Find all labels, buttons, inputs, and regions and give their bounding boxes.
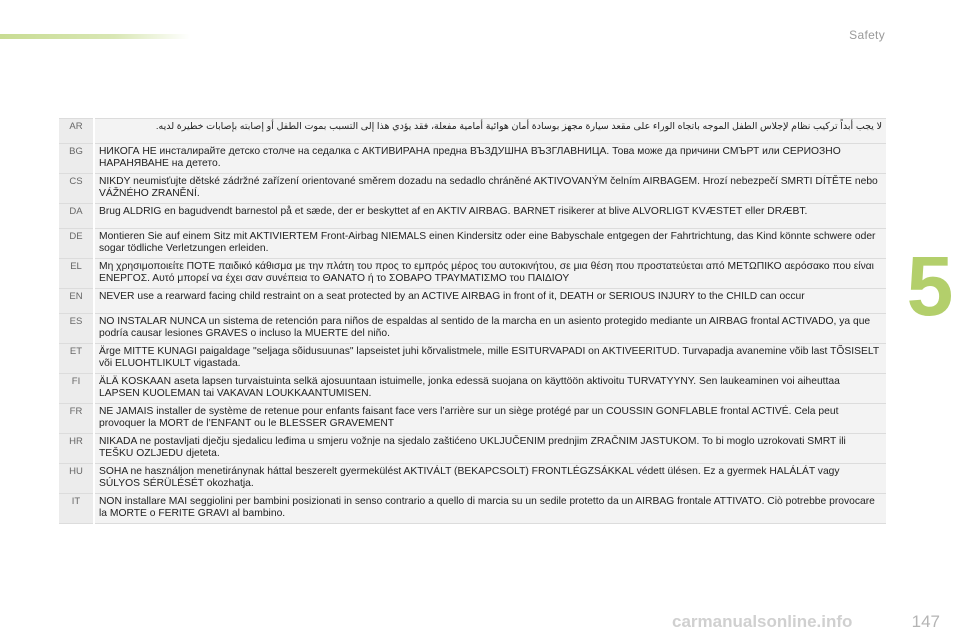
warning-row [59, 494, 886, 524]
warning-row [59, 464, 886, 494]
chapter-number: 5 [906, 239, 954, 333]
warning-row [59, 344, 886, 374]
page-number: 147 [911, 612, 940, 631]
language-code: ES [59, 314, 94, 344]
language-code: BG [59, 144, 94, 174]
warning-row [59, 314, 886, 344]
warning-row [59, 434, 886, 464]
warning-text: ÄLÄ KOSKAAN aseta lapsen turvaistuinta selkä ajosuuntaan istuimelle, jonka edessä suojana on käyttöön aktivoitu TURVATYYNY. Sen laukeaminen voi aiheuttaa LAPSEN KUOLEMAN tai VAKAVAN LOUKKAANTUMISEN. [94, 374, 886, 404]
warning-row [59, 204, 886, 229]
warning-text: لا يجب أبداً تركيب نظام لإجلاس الطفل الموجه باتجاه الوراء على مقعد سيارة مجهز بوسادة أمان هوائية أمامية مفعلة، فقد يؤدي هذا إلى التسبب بموت الطفل أو إصابته بإصابات خطيرة لديه. [94, 119, 886, 144]
header-accent-bar [0, 34, 190, 39]
warning-row [59, 229, 886, 259]
warning-text: NIKADA ne postavljati dječju sjedalicu leđima u smjeru vožnje na sjedalo zaštićeno UKLJUČENIM prednjim ZRAČNIM JASTUKOM. To bi moglo uzrokovati SMRT ili TEŠKU OZLJEDU djeteta. [94, 434, 886, 464]
warning-text: SOHA ne használjon menetiránynak háttal beszerelt gyermekülést AKTIVÁLT (BEKAPCSOLT) FRONTLÉGZSÁKKAL védett ülésen. Ez a gyermek HALÁLÁT vagy SÚLYOS SÉRÜLÉSÉT okozhatja. [94, 464, 886, 494]
language-code: DA [59, 204, 94, 229]
warning-text: NON installare MAI seggiolini per bambini posizionati in senso contrario a quello di marcia su un sedile protetto da un AIRBAG frontale ATTIVATO. Ciò potrebbe provocare la MORTE o FERITE GRAVI al bambino. [94, 494, 886, 524]
language-code: DE [59, 229, 94, 259]
warning-text: NEVER use a rearward facing child restraint on a seat protected by an ACTIVE AIRBAG in front of it, DEATH or SERIOUS INJURY to the CHILD can occur [94, 289, 886, 314]
warning-text: Brug ALDRIG en bagudvendt barnestol på et sæde, der er beskyttet af en AKTIV AIRBAG. BARNET risikerer at blive ALVORLIGT KVÆSTET eller DRÆBT. [94, 204, 886, 229]
language-code: EN [59, 289, 94, 314]
language-code: FR [59, 404, 94, 434]
language-code: FI [59, 374, 94, 404]
language-code: AR [59, 119, 94, 144]
language-code: HR [59, 434, 94, 464]
watermark: carmanualsonline.info [672, 612, 853, 631]
airbag-warning-table [59, 118, 886, 524]
language-code: CS [59, 174, 94, 204]
warning-row [59, 119, 886, 144]
language-code: EL [59, 259, 94, 289]
warning-text: NO INSTALAR NUNCA un sistema de retención para niños de espaldas al sentido de la marcha en un asiento protegido mediante un AIRBAG frontal ACTIVADO, ya que podría causar lesiones GRAVES o incluso la MUERTE del niño. [94, 314, 886, 344]
warning-text: Montieren Sie auf einem Sitz mit AKTIVIERTEM Front-Airbag NIEMALS einen Kindersitz oder eine Babyschale entgegen der Fahrtrichtung, das Kind könnte schwere oder sogar tödliche Verletzungen erleiden. [94, 229, 886, 259]
warning-row [59, 174, 886, 204]
warning-row [59, 374, 886, 404]
warning-row [59, 404, 886, 434]
warning-text: НИКОГА НЕ инсталирайте детско столче на седалка с АКТИВИРАНА предна ВЪЗДУШНА ВЪЗГЛАВНИЦА. Това може да причини СМЪРТ или СЕРИОЗНО НАРАНЯВАНЕ на детето. [94, 144, 886, 174]
language-code: ET [59, 344, 94, 374]
warning-row [59, 289, 886, 314]
warning-text: NIKDY neumisťujte dětské zádržné zařízení orientované směrem dozadu na sedadlo chráněné AKTIVOVANÝM čelním AIRBAGEM. Hrozí nebezpečí SMRTI DÍTĚTE nebo VÁŽNÉHO ZRANĚNÍ. [94, 174, 886, 204]
warning-row [59, 259, 886, 289]
section-title: Safety [849, 28, 885, 42]
warning-text: Μη χρησιμοποιείτε ΠΟΤΕ παιδικό κάθισμα με την πλάτη του προς το εμπρός μέρος του αυτοκινήτου, σε μια θέση που προστατεύεται από ΜΕΤΩΠΙΚΟ αερόσακο που είναι ΕΝΕΡΓΟΣ. Αυτό μπορεί να έχει σαν συνέπεια το ΘΑΝΑΤΟ ή το ΣΟΒΑΡΟ ΤΡΑΥΜΑΤΙΣΜΟ του ΠΑΙΔΙΟΥ [94, 259, 886, 289]
warning-text: Ärge MITTE KUNAGI paigaldage "seljaga sõidusuunas" lapseistet juhi kõrvalistmele, mille ESITURVAPADI on AKTIVEERITUD. Turvapadja avanemine võib last TÕSISELT või ELUOHTLIKULT vigastada. [94, 344, 886, 374]
warning-text: NE JAMAIS installer de système de retenue pour enfants faisant face vers l’arrière sur un siège protégé par un COUSSIN GONFLABLE frontal ACTIVÉ. Cela peut provoquer la MORT de l’ENFANT ou le BLESSER GRAVEMENT [94, 404, 886, 434]
warning-row [59, 144, 886, 174]
language-code: HU [59, 464, 94, 494]
language-code: IT [59, 494, 94, 524]
